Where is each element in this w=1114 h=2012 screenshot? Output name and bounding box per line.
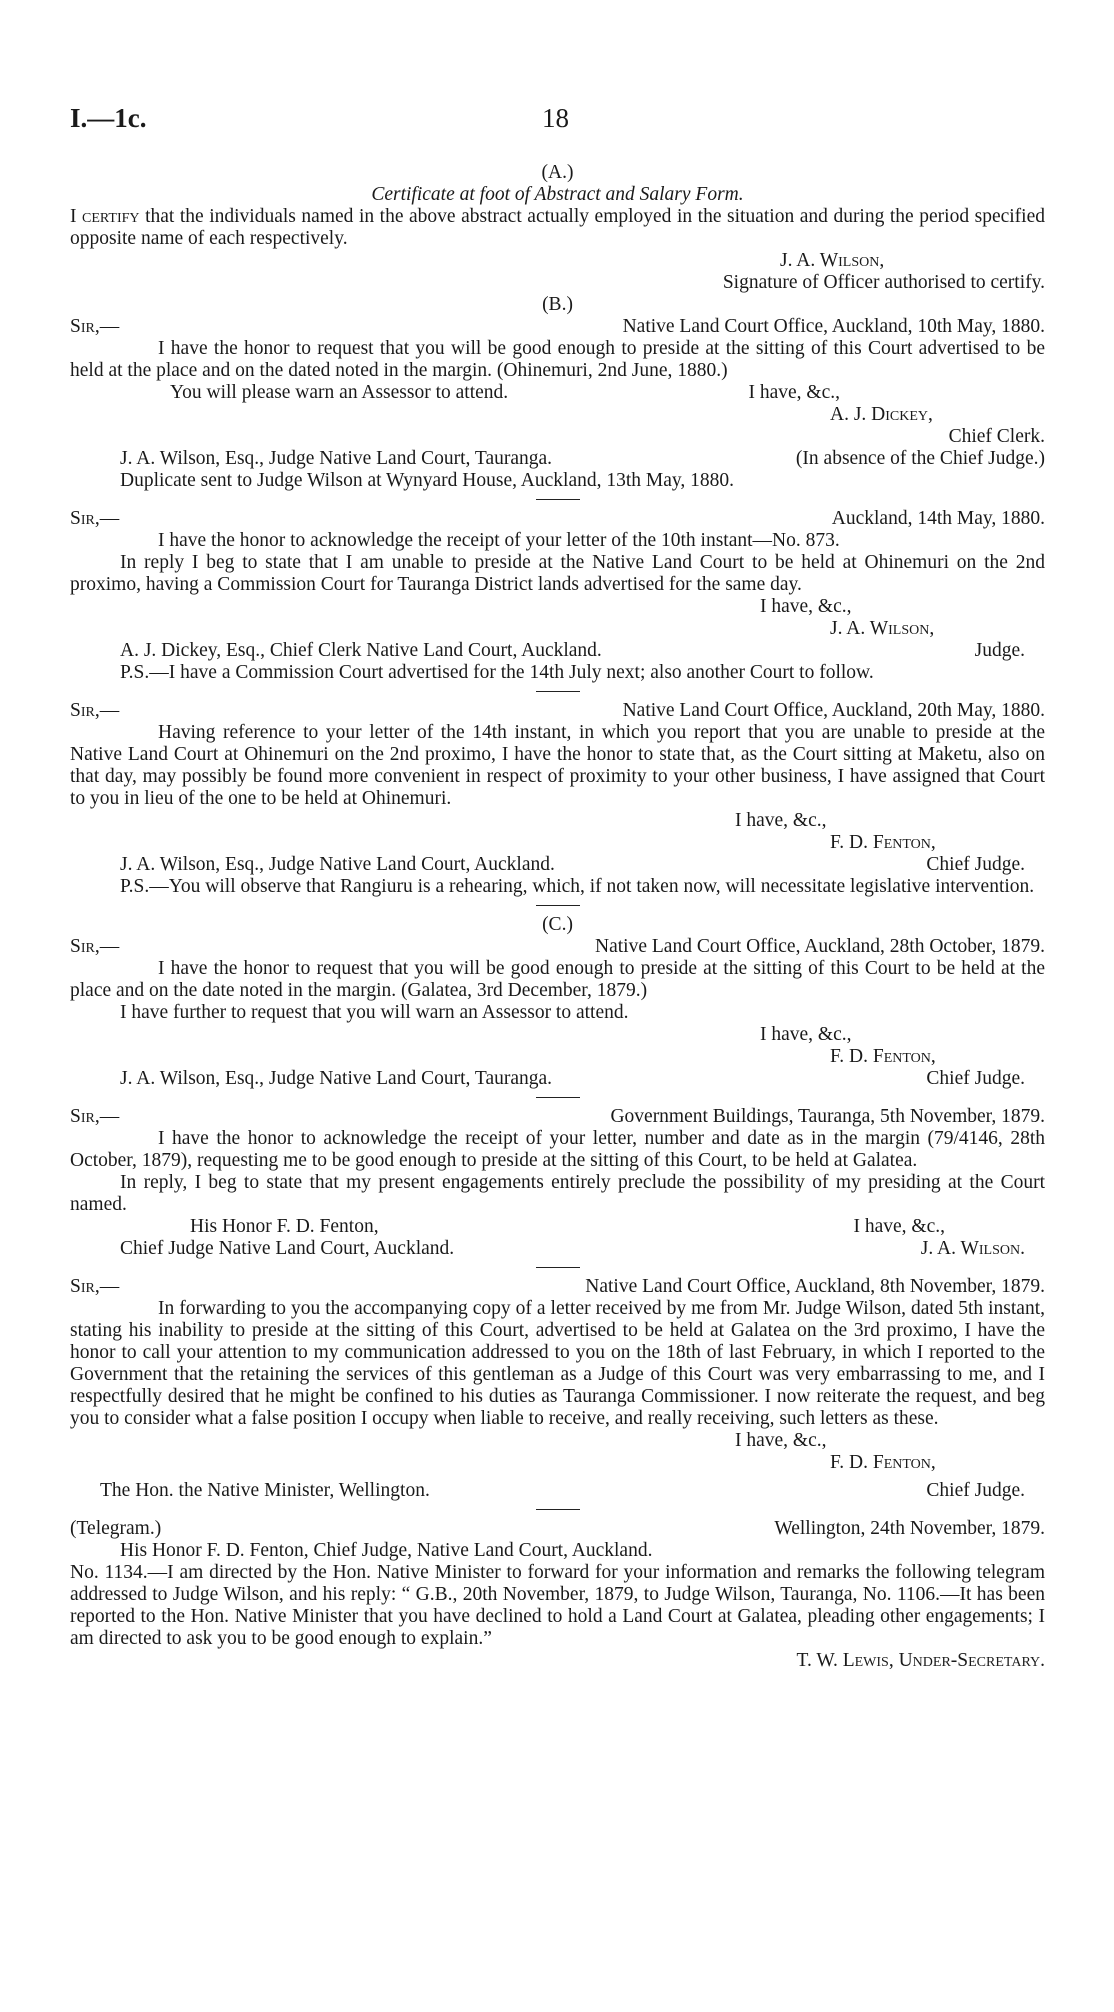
section-divider (536, 1267, 580, 1268)
certificate-body: that the individuals named in the above abstract actually employed in the situation and during the period specified opposite name of each respectively. (70, 206, 1045, 249)
dateline: Auckland, 14th May, 1880. (831, 508, 1045, 529)
closing: I have, &c., (735, 1430, 827, 1451)
addressee: J. A. Wilson, Esq., Judge Native Land Court, Tauranga. (120, 448, 553, 469)
signer: A. J. Dickey, (830, 404, 933, 425)
signer: F. D. Fenton, (830, 1046, 936, 1067)
closing: I have, &c., (760, 596, 852, 617)
closing: I have, &c., (735, 810, 827, 831)
signer: F. D. Fenton, (830, 1452, 936, 1473)
addressee: The Hon. the Native Minister, Wellington. (100, 1480, 430, 1501)
letter-c2-heading (70, 1106, 1045, 1128)
section-divider (536, 1097, 580, 1098)
certificate-signature-caption: Signature of Officer authorised to certify. (722, 272, 1045, 293)
salutation: Sir,— (70, 1276, 120, 1297)
telegram-signer: T. W. Lewis, Under-Secretary. (796, 1650, 1045, 1671)
letter-c2-addressee-row (70, 1216, 1045, 1238)
addressee: A. J. Dickey, Esq., Chief Clerk Native Land Court, Auckland. (120, 640, 602, 661)
telegram-body: No. 1134.—I am directed by the Hon. Native Minister to forward for your information and remarks the following telegram addressed to Judge Wilson, and his reply: “ G.B., 20th November, 1879, to Judge Wilson, Tauranga, No. 1106.—It has been reported to the Hon. Native Minister that you have declined to hold a Land Court at Galatea, pleading other engagements; I am directed to ask you to be good enough to explain.” (70, 1562, 1045, 1649)
closing: I have, &c., (853, 1216, 945, 1237)
signer-title: Chief Judge. (926, 1480, 1025, 1501)
letter-c3 (70, 1276, 1045, 1502)
closing: I have, &c., (760, 1024, 852, 1045)
letter-body-2: In reply, I beg to state that my present engagements entirely preclude the possibility of my presiding at the Court named. (70, 1172, 1045, 1215)
letter-body-2: You will please warn an Assessor to attend. (170, 382, 509, 403)
letter-c2 (70, 1106, 1045, 1260)
page-number: 18 (542, 103, 569, 133)
telegram-addressee: His Honor F. D. Fenton, Chief Judge, Native Land Court, Auckland. (120, 1540, 653, 1561)
letter-b1-closing-row (70, 382, 1045, 404)
section-divider (536, 1509, 580, 1510)
absence-note: (In absence of the Chief Judge.) (795, 448, 1045, 469)
salutation: Sir,— (70, 936, 120, 957)
telegram-heading (70, 1518, 1045, 1540)
letter-body: I have the honor to acknowledge the receipt of your letter of the 10th instant—No. 873. (158, 530, 840, 551)
letter-b3 (70, 700, 1045, 898)
signer-title: Chief Judge. (926, 1068, 1025, 1089)
letter-b3-addressee-row (70, 854, 1045, 876)
dateline: Wellington, 24th November, 1879. (774, 1518, 1045, 1539)
section-c-label: (C.) (542, 914, 573, 935)
letter-c3-addressee-row (70, 1480, 1045, 1502)
letter-c3-heading (70, 1276, 1045, 1298)
salutation: Sir,— (70, 508, 120, 529)
salutation: Sir,— (70, 316, 120, 337)
signer-title: Chief Judge. (926, 854, 1025, 875)
addressee-line-1: His Honor F. D. Fenton, (190, 1216, 379, 1237)
postscript: P.S.—I have a Commission Court advertised for the 14th July next; also another Court to follow. (120, 662, 874, 683)
letter-body: I have the honor to request that you will be good enough to preside at the sitting of this Court advertised to be held at the place and on the dated noted in the margin. (Ohinemuri, 2nd June, 1880.) (70, 338, 1045, 381)
letter-c1-heading (70, 936, 1045, 958)
letter-c1 (70, 936, 1045, 1090)
certify-word: I certify (70, 206, 140, 227)
dateline: Government Buildings, Tauranga, 5th November, 1879. (610, 1106, 1045, 1127)
dateline: Native Land Court Office, Auckland, 20th May, 1880. (622, 700, 1045, 721)
certificate-text (70, 206, 1045, 250)
letter-c2-signer-row (70, 1238, 1045, 1260)
letter-c1-addressee-row (70, 1068, 1045, 1090)
letter-b3-heading (70, 700, 1045, 722)
letter-body-2: In reply I beg to state that I am unable to preside at the Native Land Court to be held at Ohinemuri on the 2nd proximo, having a Commission Court for Tauranga District lands advertised for the same day. (70, 552, 1045, 595)
salutation: Sir,— (70, 700, 120, 721)
telegram (70, 1518, 1045, 1672)
letter-b1-heading (70, 316, 1045, 338)
letter-b1-addressee-row (70, 448, 1045, 470)
section-b-label: (B.) (542, 294, 573, 315)
letter-b2-addressee-row (70, 640, 1045, 662)
addressee-line-2: Chief Judge Native Land Court, Auckland. (120, 1238, 455, 1259)
dateline: Native Land Court Office, Auckland, 10th May, 1880. (622, 316, 1045, 337)
letter-body: Having reference to your letter of the 14th instant, in which you report that you are unable to preside at the Native Land Court at Ohinemuri on the 2nd proximo, I have the honor to state that, as the Court sitting at Maketu, also on that day, may possibly be found more convenient in respect of proximity to your other business, I have assigned that Court to you in lieu of the one to be held at Ohinemuri. (70, 722, 1045, 809)
page-content (70, 162, 1045, 1672)
section-a-title: Certificate at foot of Abstract and Salary Form. (371, 184, 744, 205)
postscript: P.S.—You will observe that Rangiuru is a rehearing, which, if not taken now, will necessitate legislative intervention. (120, 876, 1035, 897)
addressee: J. A. Wilson, Esq., Judge Native Land Court, Tauranga. (120, 1068, 553, 1089)
signer: J. A. Wilson. (920, 1238, 1025, 1259)
dateline: Native Land Court Office, Auckland, 8th November, 1879. (585, 1276, 1045, 1297)
signer: F. D. Fenton, (830, 832, 936, 853)
letter-body: I have the honor to request that you will be good enough to preside at the sitting of this Court to be held at the place and on the date noted in the margin. (Galatea, 3rd December, 1879.) (70, 958, 1045, 1001)
signer: J. A. Wilson, (830, 618, 935, 639)
letter-b2 (70, 508, 1045, 684)
telegram-label: (Telegram.) (70, 1518, 162, 1539)
section-divider (536, 691, 580, 692)
salutation: Sir,— (70, 1106, 120, 1127)
closing: I have, &c., (748, 382, 840, 403)
letter-b1 (70, 316, 1045, 492)
section-divider (536, 499, 580, 500)
dateline: Native Land Court Office, Auckland, 28th October, 1879. (595, 936, 1045, 957)
letter-body: I have the honor to acknowledge the receipt of your letter, number and date as in the margin (79/4146, 28th October, 1879), requesting me to be good enough to preside at the sitting of this Court, to be held at Galatea. (70, 1128, 1045, 1171)
letter-b2-heading (70, 508, 1045, 530)
letter-body-2: I have further to request that you will warn an Assessor to attend. (120, 1002, 629, 1023)
addressee: J. A. Wilson, Esq., Judge Native Land Court, Auckland. (120, 854, 555, 875)
section-divider (536, 905, 580, 906)
certificate-signature: J. A. Wilson, (780, 250, 885, 271)
letter-body: In forwarding to you the accompanying copy of a letter received by me from Mr. Judge Wilson, dated 5th instant, stating his inability to preside at the sitting of this Court, advertised to be held at Galatea on the 3rd proximo, I have the honor to call your attention to my communication addressed to you on the 18th of last February, in which I reported to the Government that the retaining the services of this gentleman as a Judge of this Court was very embarrassing to me, and I respectfully desired that he might be confined to his duties as Tauranga Commissioner. I now reiterate the request, and beg you to consider what a false position I occupy when liable to receive, and really receiving, such letters as these. (70, 1298, 1045, 1429)
duplicate-note: Duplicate sent to Judge Wilson at Wynyard House, Auckland, 13th May, 1880. (120, 470, 735, 491)
section-a-label: (A.) (541, 162, 574, 183)
signer-title: Chief Clerk. (948, 426, 1045, 447)
document-reference: I.—1c. (70, 103, 147, 133)
signer-title: Judge. (974, 640, 1025, 661)
